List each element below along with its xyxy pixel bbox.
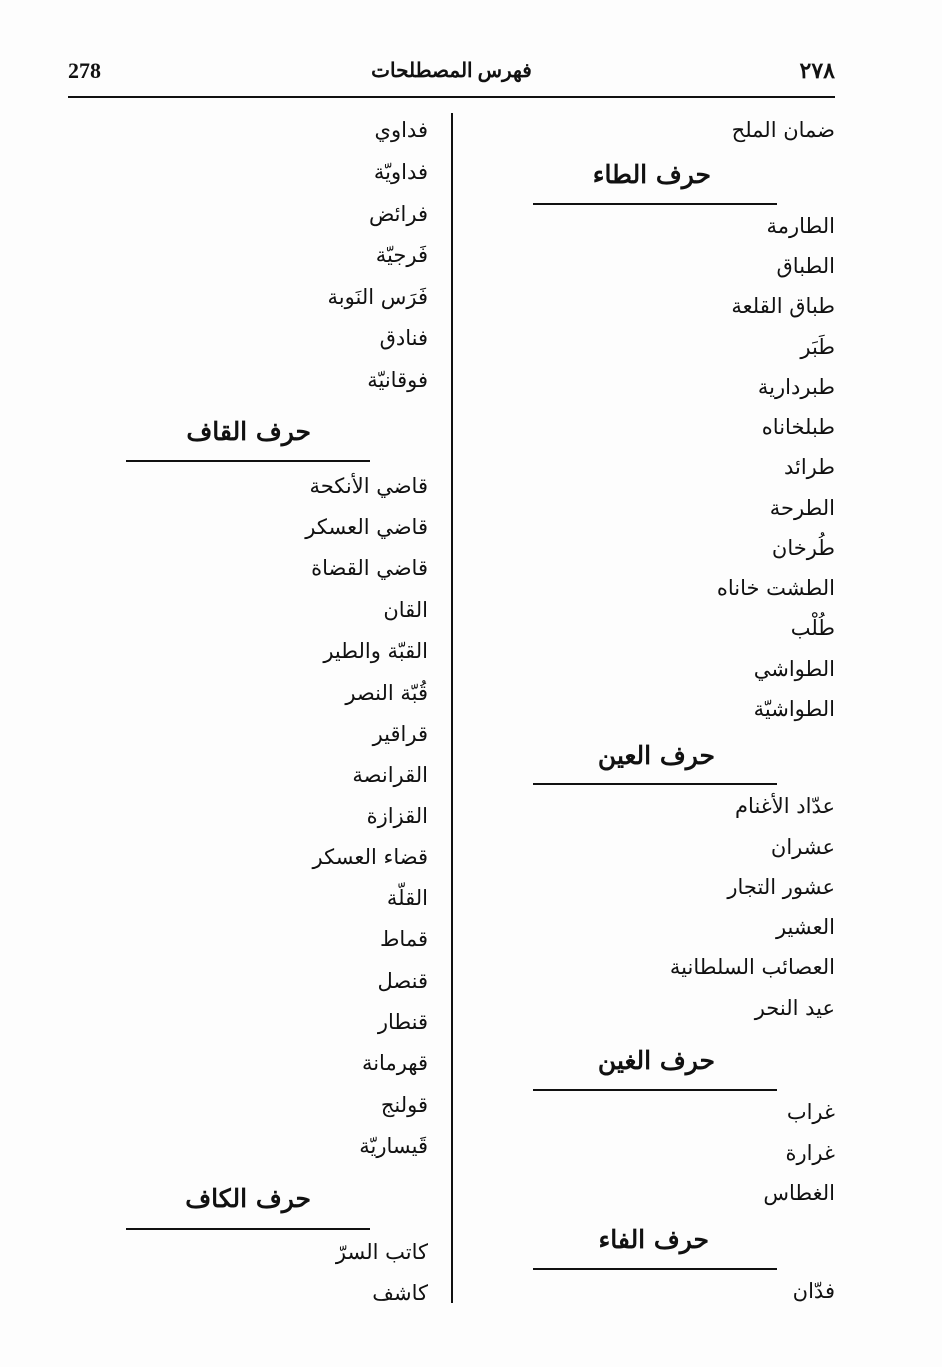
index-entry: القزازة (366, 804, 428, 828)
section-heading-qaf: حرف القاف (186, 417, 311, 446)
index-entry: الطواشي (753, 657, 835, 681)
running-title: فهرس المصطلحات (371, 60, 532, 82)
index-entry: قراقير (372, 722, 428, 746)
section-rule (533, 1268, 777, 1270)
index-entry: طبردارية (757, 375, 835, 399)
page-number-arabic: ٢٧٨ (799, 58, 835, 83)
index-entry: الطارمة (766, 214, 835, 238)
index-entry: غرارة (785, 1141, 835, 1165)
index-entry: طُلْب (790, 616, 835, 640)
index-entry: العصائب السلطانية (669, 955, 835, 979)
index-entry: غراب (786, 1100, 835, 1124)
index-entry: طُرخان (771, 536, 835, 560)
index-entry: طَبَر (800, 335, 835, 359)
section-rule (533, 1089, 777, 1091)
section-heading-kaf: حرف الكاف (185, 1184, 311, 1213)
index-entry: القبّة والطير (323, 639, 428, 663)
index-entry: قَيساريّة (359, 1134, 428, 1158)
index-entry: فرائض (368, 202, 428, 226)
index-entry: قاضي القضاة (311, 556, 428, 580)
section-heading-ghain: حرف الغين (597, 1046, 715, 1075)
index-entry: العشير (775, 915, 835, 939)
column-divider (451, 113, 453, 1303)
index-entry: طباق القلعة (731, 294, 835, 318)
index-entry: ضمان الملح (731, 118, 835, 142)
index-entry: الغطاس (763, 1181, 835, 1205)
index-entry: قولنج (380, 1093, 428, 1117)
index-entry: فداويّة (373, 160, 428, 184)
section-rule (126, 460, 370, 462)
index-entry: فداوي (374, 118, 428, 142)
index-entry: الطباق (776, 254, 835, 278)
index-entry: قضاء العسكر (312, 845, 428, 869)
index-entry: كاتب السرّ (335, 1240, 428, 1264)
index-entry: فَرَس النَوبة (327, 285, 428, 309)
section-rule (533, 203, 777, 205)
index-entry: طرائد (783, 455, 835, 479)
section-rule (126, 1228, 370, 1230)
index-entry: قُبّة النصر (345, 681, 428, 705)
index-entry: فنادق (379, 326, 428, 350)
index-entry: قنطار (377, 1010, 428, 1034)
page-number-latin: 278 (68, 58, 101, 83)
index-entry: الطشت خاناه (716, 576, 835, 600)
index-entry: القلّة (386, 886, 428, 910)
index-entry: عدّاد الأغنام (735, 794, 835, 818)
index-entry: عشور التجار (727, 875, 835, 899)
index-entry: قاضي العسكر (305, 515, 428, 539)
index-entry: طبلخاناه (761, 415, 835, 439)
index-entry: كاشف (372, 1281, 428, 1305)
index-entry: القان (383, 598, 428, 622)
index-entry: فدّان (792, 1279, 835, 1303)
section-heading-ta: حرف الطاء (592, 160, 711, 189)
index-entry: فوقانيّة (367, 368, 428, 392)
index-entry: عيد النحر (754, 996, 835, 1020)
index-entry: القرانصة (352, 763, 428, 787)
index-entry: فَرجيّة (375, 243, 428, 267)
index-entry: قهرمانة (361, 1051, 428, 1075)
index-entry: قماط (380, 927, 428, 951)
index-entry: قنصل (377, 969, 428, 993)
index-entry: الطواشيّة (753, 697, 835, 721)
section-rule (533, 783, 777, 785)
index-entry: قاضي الأنكحة (309, 474, 428, 498)
page-header (68, 56, 835, 98)
section-heading-fa: حرف الفاء (598, 1225, 709, 1254)
index-entry: عشران (770, 835, 835, 859)
section-heading-ain: حرف العين (597, 741, 715, 770)
index-entry: الطرحة (769, 496, 835, 520)
